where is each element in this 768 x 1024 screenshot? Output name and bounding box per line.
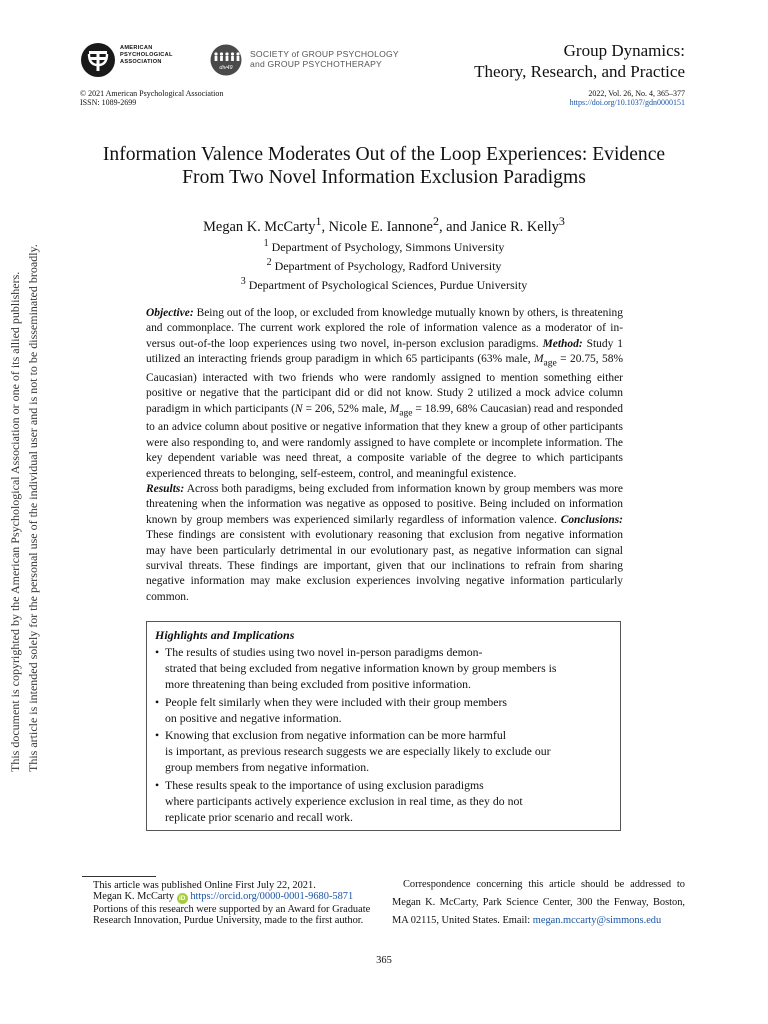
author-name: Nicole E. Iannone <box>328 218 433 235</box>
orcid-icon: iD <box>177 893 188 904</box>
affiliation: $^1$ Department of Psychology, Simmons University <box>263 238 505 254</box>
copyright-notice-vertical: This document is copyrighted by the American Psychological Association or one of its allied publishers. <box>8 271 22 772</box>
affiliation: $^2$ Department of Psychology, Radford University <box>266 257 502 273</box>
affiliations <box>60 236 708 293</box>
doi-link[interactable]: https://doi.org/10.1037/gdn0000151 <box>569 98 685 107</box>
sgp-logo-text: SOCIETY of GROUP PSYCHOLOGY and GROUP PSYCHOTHERAPY <box>250 49 399 69</box>
highlights-box <box>146 621 621 831</box>
list-item: • These results speak to the importance of using exclusion paradigms where participants actively experience exclusion in real time, as they do not replicate prior scenario and recall work. <box>155 778 612 826</box>
journal-title: Group Dynamics: Theory, Research, and Practice <box>474 41 685 81</box>
page-number: 365 <box>376 955 392 966</box>
highlights-list <box>155 645 612 826</box>
list-item: • Knowing that exclusion from negative information can be more harmful is important, as previous research suggests we are especially likely to exclude our group members from negative information. <box>155 728 612 776</box>
email-link[interactable]: megan.mccarty@simmons.edu <box>532 915 662 926</box>
usage-notice-vertical: This article is intended solely for the personal use of the individual user and is not to be disseminated broadly. <box>26 244 40 772</box>
sgp-logo-icon <box>208 44 244 76</box>
highlights-title: Highlights and Implications <box>155 628 295 642</box>
volume-block <box>570 89 685 107</box>
published-note: This article was published Online First July 22, 2021. <box>93 880 316 891</box>
orcid-line: Megan K. McCarty iD https://orcid.org/0000-0001-9680-5871 <box>93 891 354 902</box>
support-note: Portions of this research were supported by an Award for Graduate Research Innovation, Purdue University, made to the first author. <box>93 904 371 926</box>
copyright-line: © 2021 American Psychological Association <box>80 89 224 98</box>
footnote-divider <box>82 876 156 877</box>
list-item: • The results of studies using two novel in-person paradigms demon- strated that being excluded from negative information known by group members is more threatening than being excluded from positive information. <box>155 645 612 693</box>
article-title: Information Valence Moderates Out of the Loop Experiences: Evidence From Two Novel Information Exclusion Paradigms <box>102 144 666 188</box>
correspondence-note: Correspondence concerning this article should be addressed to Megan K. McCarty, Park Science Center, 300 the Fenway, Boston, MA 02115, United States. Email: megan.mccarty@simmons.edu <box>392 879 685 926</box>
issn-line: ISSN: 1089-2699 <box>80 98 137 107</box>
footnote-left <box>82 880 375 926</box>
author-name: Megan K. McCarty <box>203 218 316 235</box>
list-item: • People felt similarly when they were included with their group members on positive and negative information. <box>155 695 612 727</box>
copyright-block <box>80 89 223 107</box>
orcid-link[interactable]: https://orcid.org/0000-0001-9680-5871 <box>190 891 354 902</box>
sgp-logo-badge: div49 <box>219 65 233 71</box>
volume-line: 2022, Vol. 26, No. 4, 365–377 <box>588 89 685 98</box>
abstract: Objective: Being out of the loop, or excluded from knowledge mutually known by others, is threatening and commonplace. The current work explored the role of information valence as a moderator of in- versus out-of-the loop experiences using two novel, in-person exclusion paradigms. Method: Study 1 utilized an interacting friends group paradigm in which 65 participants (63% male, $M_{age} = 20.75$, 58% Caucasian) interacted with two friends who were randomly assigned to mention something either positive or negative that the participant did or did not know. Study 2 utilized a mock advice column paradigm in which participants (N = 206, 52% male, $M_{age} = 18.99$, 68% Caucasian) read and responded to an advice column about positive or negative information that they knew a group of other participants were also responding to, and were randomly assigned to have complete or incomplete information. The key dependent variable was need threat, a composite variable of the degree to which participants experienced threats to belonging, self-esteem, control, and meaningful existence. Results: Across both paradigms, being excluded from information known by group members was more threatening when the information was negative as opposed to positive. Being included on information known by group members was experienced similarly regardless of information valence. Conclusions: These findings are consistent with evolutionary reasoning that exclusion from negative information may have been particularly detrimental in our evolutionary past, as negative information can signal survival threats. These findings are important, given that our inclinations to refrain from sharing negative information may make exclusion experiences involving negative information particularly common. <box>146 307 624 603</box>
author-name: Janice R. Kelly <box>470 218 559 235</box>
affiliation: $^3$ Department of Psychological Sciences, Purdue University <box>240 276 528 292</box>
author-list: Megan K. McCarty$^1$, Nicole E. Iannone$^2$, and Janice R. Kelly$^3$ <box>203 214 565 235</box>
apa-logo-text: AMERICAN PSYCHOLOGICAL ASSOCIATION <box>120 45 173 65</box>
